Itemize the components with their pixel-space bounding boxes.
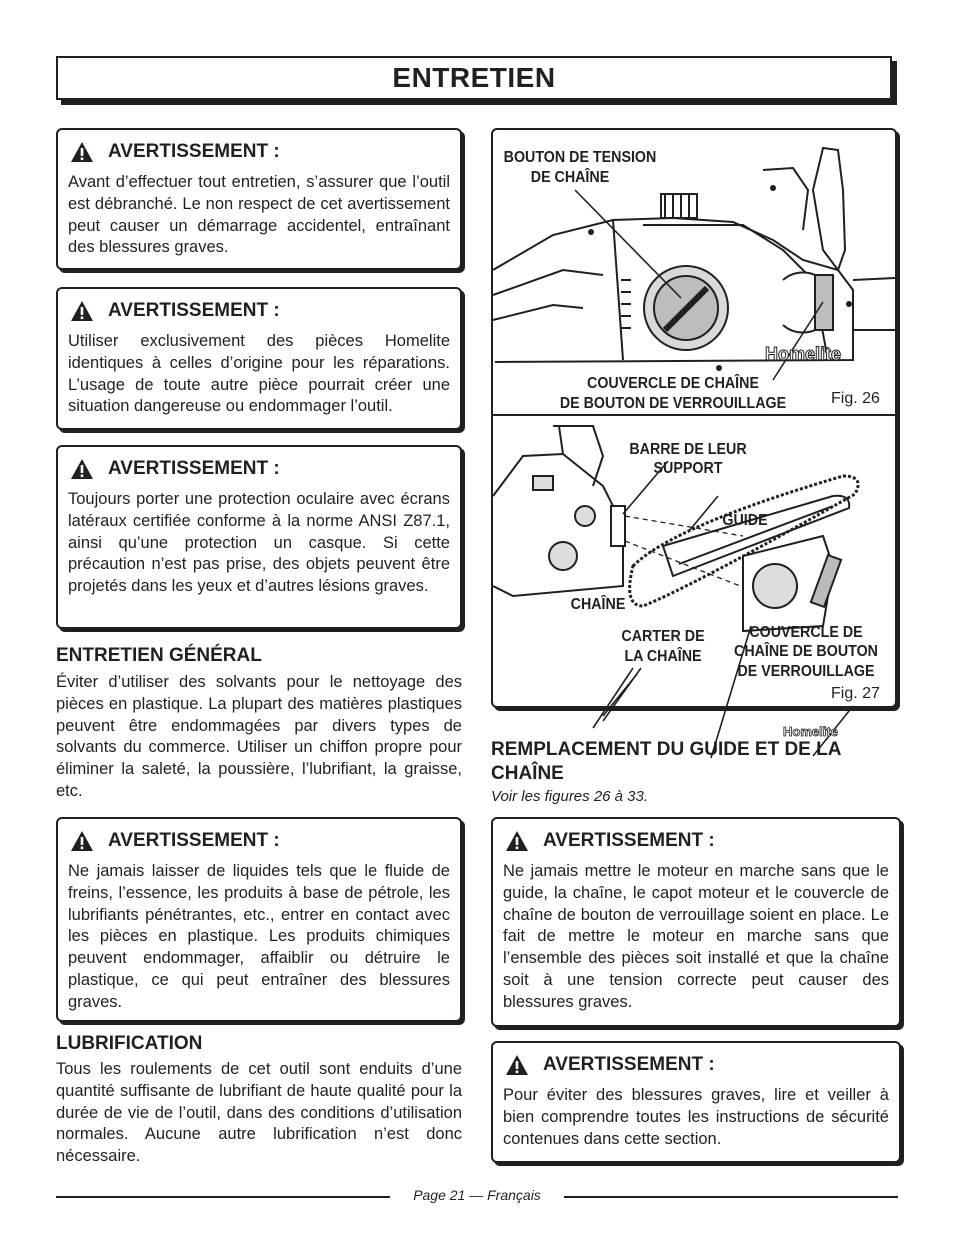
figure-27-caption: Fig. 27	[831, 685, 880, 702]
label-fig27-cover-line1: COUVERCLE DE	[749, 624, 863, 641]
label-cover-line1: COUVERCLE DE CHAÎNE	[587, 375, 759, 392]
warning-text: Ne jamais laisser de liquides tels que le fluide de freins, l’essence, les produits à base de pétrole, les lubrifiants pénétrantes, etc., entrer en contact avec les pièces en plastique. Les produits chimiques peuvent endommager, affaiblir ou détruire le plastique, ce qui peut entraîner des blessures graves.	[68, 862, 450, 1011]
figure-26-caption: Fig. 26	[831, 390, 880, 407]
label-cover-line2: DE BOUTON DE VERROUILLAGE	[559, 395, 787, 412]
warning-header	[68, 299, 450, 323]
label-fig27-cover-line3: DE VERROUILLAGE	[737, 663, 875, 680]
warning-triangle-icon	[70, 141, 94, 163]
brand-logo: Homelite	[765, 344, 842, 364]
warning-text: Utiliser exclusivement des pièces Homelite identiques à celles d’origine pour les réparations. L’usage de toute autre pièce pourrait créer une situation dangereuse ou endommager l’outil.	[68, 332, 450, 416]
warning-box-eye-protection	[56, 445, 462, 629]
warning-triangle-icon	[70, 458, 94, 480]
warning-box-parts	[56, 287, 462, 430]
page-title-box	[56, 56, 892, 100]
section-title-lubrication: LUBRIFICATION	[56, 1033, 203, 1054]
footer-page-number: Page 21 — Français	[413, 1187, 541, 1203]
warning-box-unplug	[56, 128, 462, 270]
warning-triangle-icon	[70, 830, 94, 852]
warning-text: Pour éviter des blessures graves, lire et veiller à bien comprendre toutes les instructions de sécurité contenues dans cette section.	[503, 1086, 889, 1148]
warning-label: AVERTISSEMENT :	[543, 1054, 715, 1075]
warning-label: AVERTISSEMENT :	[108, 300, 280, 321]
warning-text: Toujours porter une protection oculaire avec écrans latéraux certifiée conforme à la norme ANSI Z87.1, ainsi qu’une protection un casque. Si cette précaution n’est pas prise, des objets peuvent être projetés dans les yeux et d’autres lésions graves.	[68, 490, 450, 596]
section-title-general: ENTRETIEN GÉNÉRAL	[56, 645, 262, 666]
section-text-general: Éviter d’utiliser des solvants pour le nettoyage des pièces en plastique. La plupart des matières plastiques peuvent être endommagées par divers types de solvants du commerce. Utiliser un chiffon propre pour éliminer la saleté, la poussière, l’lubrifiant, la graisse, etc.	[56, 673, 462, 800]
label-guide: GUIDE	[722, 512, 768, 529]
warning-text: Ne jamais mettre le moteur en marche sans que le guide, la chaîne, le capot moteur et le couvercle de chaîne de bouton de verrouillage soient en place. Le fait de mettre le moteur en marche sans que l’ensemble des pièces soit installé et que la chaîne soit à une tension correcte peut causer des blessures graves.	[503, 862, 889, 1011]
label-bar-support-line1: BARRE DE LEUR	[629, 441, 747, 458]
warning-header	[68, 457, 450, 481]
section-text-lubrication: Tous les roulements de cet outil sont enduits d’une quantité suffisante de lubrifiant de haute qualité pour la durée de vie de l’outil, dans des conditions d’utilisation normales. Aucune autre lubrification n’est donc nécessaire.	[56, 1060, 462, 1166]
warning-triangle-icon	[505, 830, 529, 852]
label-chain: CHAÎNE	[570, 596, 626, 613]
label-fig27-cover-line2: CHAÎNE DE BOUTON	[734, 643, 878, 660]
label-housing-line2: LA CHAÎNE	[624, 648, 702, 665]
warning-box-liquids	[56, 817, 462, 1022]
figures-box	[491, 128, 897, 739]
warning-triangle-icon	[70, 300, 94, 322]
section-title-replacement: REMPLACEMENT DU GUIDE ET DE LA CHAÎNE	[491, 739, 841, 784]
warning-label: AVERTISSEMENT :	[108, 141, 280, 162]
label-housing-line1: CARTER DE	[621, 628, 705, 645]
footer-rule-right	[564, 1196, 898, 1198]
footer-rule-left	[56, 1196, 390, 1198]
label-bar-support-line2: SUPPORT	[653, 460, 723, 477]
label-knob-line1: BOUTON DE TENSION	[503, 149, 657, 166]
warning-box-read-instructions	[491, 1041, 901, 1163]
warning-header	[68, 140, 450, 164]
label-knob-line2: DE CHAÎNE	[530, 169, 610, 186]
section-note-replacement: Voir les figures 26 à 33.	[491, 788, 649, 805]
warning-text: Avant d’effectuer tout entretien, s’assurer que l’outil est débranché. Le non respect de cet avertissement peut causer un démarrage accidentel, entraînant des blessures graves.	[68, 173, 450, 257]
warning-label: AVERTISSEMENT :	[108, 458, 280, 479]
brand-logo-fig27: Homelite	[783, 724, 838, 739]
warning-header	[503, 829, 889, 853]
warning-label: AVERTISSEMENT :	[543, 830, 715, 851]
warning-triangle-icon	[505, 1054, 529, 1076]
warning-label: AVERTISSEMENT :	[108, 830, 280, 851]
warning-header	[68, 829, 450, 853]
warning-header	[503, 1053, 889, 1077]
page-title: ENTRETIEN	[392, 62, 556, 93]
warning-box-motor-start	[491, 817, 901, 1027]
